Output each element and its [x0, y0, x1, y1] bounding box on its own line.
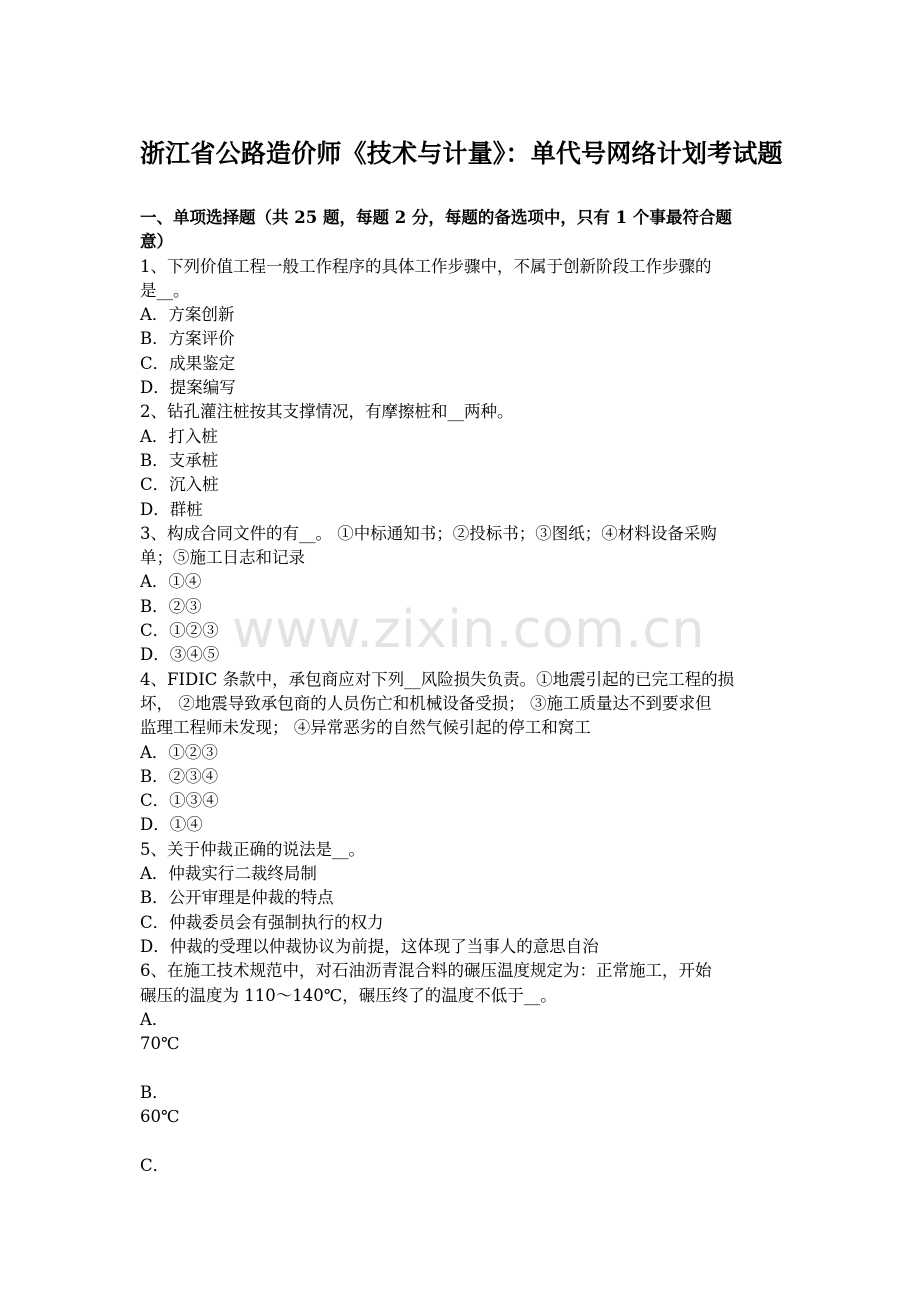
- question-6-option-c-label: C．: [140, 1155, 170, 1175]
- question-2-option-a: A．打入桩: [140, 426, 218, 446]
- question-6: [140, 959, 782, 1178]
- document-body: [140, 206, 782, 1178]
- question-2-option-d: D．群桩: [140, 499, 203, 519]
- document-page: [140, 0, 782, 1302]
- blank-line: [140, 1056, 782, 1080]
- question-3-option-c: C．①②③: [140, 621, 219, 641]
- question-4-option-c: C．①③④: [140, 791, 219, 811]
- question-4: [140, 668, 782, 838]
- question-6-option-b-value: 60℃: [140, 1106, 180, 1126]
- question-3-option-d: D．③④⑤: [140, 645, 220, 665]
- question-6-option-a-label: A．: [140, 1009, 169, 1029]
- question-5-option-a: A．仲裁实行二裁终局制: [140, 864, 317, 884]
- question-4-stem-line-2: 坏， ②地震导致承包商的人员伤亡和机械设备受损； ③施工质量达不到要求但: [140, 693, 712, 713]
- question-1-option-b: B．方案评价: [140, 329, 235, 349]
- question-5-stem-line-1: 5、关于仲裁正确的说法是__。: [140, 839, 365, 859]
- question-5-option-d: D．仲裁的受理以仲裁协议为前提，这体现了当事人的意思自治: [140, 936, 599, 956]
- blank-line: [140, 1129, 782, 1153]
- question-1-stem-line-2: 是__。: [140, 280, 190, 300]
- question-6-stem-line-2: 碾压的温度为 110～140℃，碾压终了的温度不低于__。: [140, 985, 557, 1005]
- question-4-option-d: D．①④: [140, 815, 203, 835]
- question-3-stem-line-1: 3、构成合同文件的有__。 ①中标通知书；②投标书；③图纸；④材料设备采购: [140, 523, 717, 543]
- question-1-option-c: C．成果鉴定: [140, 353, 236, 373]
- question-5-option-c: C．仲裁委员会有强制执行的权力: [140, 912, 384, 932]
- question-3-stem-line-2: 单；⑤施工日志和记录: [140, 548, 305, 568]
- question-2: [140, 400, 782, 521]
- question-3: [140, 522, 782, 668]
- question-4-stem-line-3: 监理工程师未发现； ④异常恶劣的自然气候引起的停工和窝工: [140, 718, 591, 738]
- question-1: [140, 255, 782, 401]
- question-6-option-a-value: 70℃: [140, 1034, 180, 1054]
- question-2-stem-line-1: 2、钻孔灌注桩按其支撑情况，有摩擦桩和__两种。: [140, 402, 514, 422]
- section-heading-line-1: 一、单项选择题（共 25 题，每题 2 分，每题的备选项中，只有 1 个事最符合题: [140, 208, 732, 227]
- question-6-stem-line-1: 6、在施工技术规范中，对石油沥青混合料的碾压温度规定为：正常施工，开始: [140, 961, 712, 981]
- question-4-option-a: A．①②③: [140, 742, 218, 762]
- document-title: 浙江省公路造价师《技术与计量》：单代号网络计划考试题: [140, 139, 783, 168]
- question-5-option-b: B．公开审理是仲裁的特点: [140, 888, 334, 908]
- question-3-option-a: A．①④: [140, 572, 202, 592]
- section-heading-line-2: 意）: [140, 232, 173, 252]
- question-1-option-d: D．提案编写: [140, 378, 236, 398]
- question-1-stem-line-1: 1、下列价值工程一般工作程序的具体工作步骤中，不属于创新阶段工作步骤的: [140, 256, 712, 276]
- question-5: [140, 838, 782, 959]
- question-2-option-c: C．沉入桩: [140, 475, 219, 495]
- question-4-option-b: B．②③④: [140, 766, 219, 786]
- watermark-text: www.zixin.com.cn: [232, 600, 705, 660]
- question-2-option-b: B．支承桩: [140, 450, 219, 470]
- question-6-option-b-label: B．: [140, 1082, 169, 1102]
- question-3-option-b: B．②③: [140, 596, 202, 616]
- question-4-stem-line-1: 4、FIDIC 条款中，承包商应对下列__风险损失负责。①地震引起的已完工程的损: [140, 669, 735, 689]
- section-heading: [140, 206, 782, 255]
- question-1-option-a: A．方案创新: [140, 305, 235, 325]
